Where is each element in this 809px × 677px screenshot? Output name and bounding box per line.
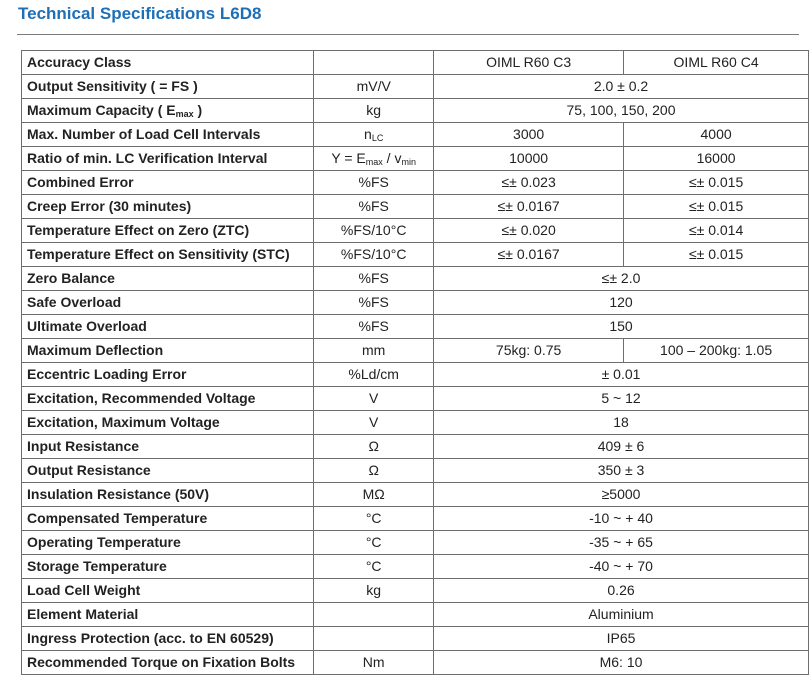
row-label: Input Resistance [22, 435, 314, 459]
row-label: Storage Temperature [22, 555, 314, 579]
row-unit [314, 51, 434, 75]
table-row [22, 339, 809, 363]
table-row [22, 171, 809, 195]
row-value: 2.0 ± 0.2 [434, 75, 809, 99]
title-divider [17, 34, 799, 35]
row-value: ≤± 0.020 [434, 219, 624, 243]
row-value: ± 0.01 [434, 363, 809, 387]
row-unit: V [314, 387, 434, 411]
row-unit: Nm [314, 651, 434, 675]
page-title: Technical Specifications L6D8 [18, 4, 262, 23]
table-row [22, 627, 809, 651]
row-unit: %FS [314, 195, 434, 219]
row-label: Temperature Effect on Sensitivity (STC) [22, 243, 314, 267]
row-unit: %FS [314, 315, 434, 339]
table-row [22, 483, 809, 507]
row-label: Eccentric Loading Error [22, 363, 314, 387]
row-value: ≤± 0.015 [624, 171, 809, 195]
row-value: ≤± 0.0167 [434, 195, 624, 219]
row-value: 75, 100, 150, 200 [434, 99, 809, 123]
table-row [22, 147, 809, 171]
row-unit: mm [314, 339, 434, 363]
row-unit: °C [314, 507, 434, 531]
table-row [22, 267, 809, 291]
row-unit: kg [314, 99, 434, 123]
table-row [22, 387, 809, 411]
table-row [22, 75, 809, 99]
row-value: ≤± 0.0167 [434, 243, 624, 267]
table-row [22, 291, 809, 315]
table-row [22, 459, 809, 483]
table-row [22, 243, 809, 267]
row-unit: MΩ [314, 483, 434, 507]
row-label: Combined Error [22, 171, 314, 195]
row-value: 18 [434, 411, 809, 435]
table-row [22, 531, 809, 555]
row-value: 150 [434, 315, 809, 339]
row-unit: kg [314, 579, 434, 603]
table-row [22, 555, 809, 579]
table-row [22, 507, 809, 531]
row-label: Excitation, Recommended Voltage [22, 387, 314, 411]
table-row [22, 195, 809, 219]
row-unit: V [314, 411, 434, 435]
spec-table [21, 50, 809, 675]
row-unit: %Ld/cm [314, 363, 434, 387]
row-unit [314, 627, 434, 651]
row-label: Recommended Torque on Fixation Bolts [22, 651, 314, 675]
row-label: Zero Balance [22, 267, 314, 291]
table-row [22, 123, 809, 147]
row-label: Ultimate Overload [22, 315, 314, 339]
row-value: ≤± 2.0 [434, 267, 809, 291]
table-row [22, 435, 809, 459]
table-row [22, 363, 809, 387]
row-label: Max. Number of Load Cell Intervals [22, 123, 314, 147]
table-row [22, 579, 809, 603]
table-row [22, 315, 809, 339]
row-value: ≤± 0.015 [624, 195, 809, 219]
row-unit: %FS [314, 171, 434, 195]
row-value: 120 [434, 291, 809, 315]
row-label: Compensated Temperature [22, 507, 314, 531]
row-label: Temperature Effect on Zero (ZTC) [22, 219, 314, 243]
row-unit: $Y = E_{max} / v_{min}$ [314, 147, 434, 171]
row-value: ≤± 0.023 [434, 171, 624, 195]
row-value: -40 ~ + 70 [434, 555, 809, 579]
row-value: OIML R60 C3 [434, 51, 624, 75]
table-row [22, 219, 809, 243]
row-value: M6: 10 [434, 651, 809, 675]
row-unit [314, 603, 434, 627]
row-label: Output Sensitivity ( = FS ) [22, 75, 314, 99]
row-label: Operating Temperature [22, 531, 314, 555]
row-value: 5 ~ 12 [434, 387, 809, 411]
row-label: Safe Overload [22, 291, 314, 315]
row-value: -10 ~ + 40 [434, 507, 809, 531]
row-unit: %FS [314, 291, 434, 315]
row-label: Maximum Capacity ( $E_{max}$ ) [22, 99, 314, 123]
row-value: 350 ± 3 [434, 459, 809, 483]
row-value: OIML R60 C4 [624, 51, 809, 75]
row-unit: %FS [314, 267, 434, 291]
row-label: Ratio of min. LC Verification Interval [22, 147, 314, 171]
row-unit: °C [314, 531, 434, 555]
row-unit: Ω [314, 435, 434, 459]
row-label: Accuracy Class [22, 51, 314, 75]
row-value: 75kg: 0.75 [434, 339, 624, 363]
row-value: 16000 [624, 147, 809, 171]
table-row [22, 651, 809, 675]
row-label: Load Cell Weight [22, 579, 314, 603]
row-unit: Ω [314, 459, 434, 483]
row-value: 100 – 200kg: 1.05 [624, 339, 809, 363]
row-label: Creep Error (30 minutes) [22, 195, 314, 219]
row-label: Element Material [22, 603, 314, 627]
row-label: Excitation, Maximum Voltage [22, 411, 314, 435]
row-value: 10000 [434, 147, 624, 171]
row-label: Ingress Protection (acc. to EN 60529) [22, 627, 314, 651]
row-value: -35 ~ + 65 [434, 531, 809, 555]
row-value: 4000 [624, 123, 809, 147]
row-label: Insulation Resistance (50V) [22, 483, 314, 507]
table-row [22, 603, 809, 627]
row-value: ≤± 0.015 [624, 243, 809, 267]
row-value: Aluminium [434, 603, 809, 627]
row-unit: $n_{LC}$ [314, 123, 434, 147]
row-value: 3000 [434, 123, 624, 147]
row-unit: %FS/10°C [314, 219, 434, 243]
row-unit: °C [314, 555, 434, 579]
row-unit: %FS/10°C [314, 243, 434, 267]
row-value: ≤± 0.014 [624, 219, 809, 243]
row-value: ≥5000 [434, 483, 809, 507]
row-value: IP65 [434, 627, 809, 651]
row-value: 409 ± 6 [434, 435, 809, 459]
table-row [22, 411, 809, 435]
table-row [22, 51, 809, 75]
row-value: 0.26 [434, 579, 809, 603]
table-row [22, 99, 809, 123]
row-label: Output Resistance [22, 459, 314, 483]
row-label: Maximum Deflection [22, 339, 314, 363]
row-unit: mV/V [314, 75, 434, 99]
